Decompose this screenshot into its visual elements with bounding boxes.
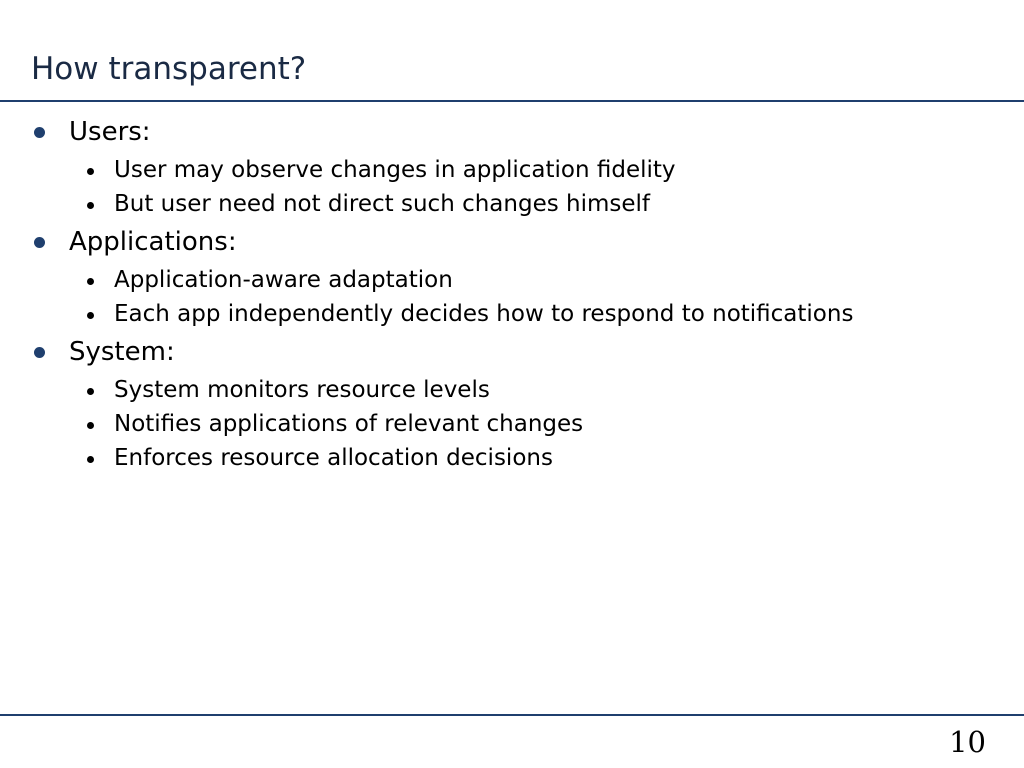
- sub-bullet: [0, 409, 1024, 439]
- sub-bullet-dot-icon: [87, 312, 94, 319]
- sub-bullet: [0, 189, 1024, 219]
- sub-bullet-list: [0, 375, 1024, 473]
- slide-title: How transparent?: [31, 51, 307, 87]
- sub-bullet-dot-icon: [87, 278, 94, 285]
- sub-bullet: [0, 299, 1024, 329]
- sub-bullet-text: Notifies applications of relevant changes: [114, 411, 584, 437]
- sub-bullet-dot-icon: [87, 202, 94, 209]
- bullet-dot-icon: [34, 347, 45, 358]
- sub-bullet-text: Each app independently decides how to respond to notifications: [114, 301, 854, 327]
- sub-bullet-dot-icon: [87, 422, 94, 429]
- bullet-heading: Applications:: [69, 227, 237, 257]
- sub-bullet-text: System monitors resource levels: [114, 377, 490, 403]
- bullet-heading: System:: [69, 337, 175, 367]
- sub-bullet-text: Enforces resource allocation decisions: [114, 445, 553, 471]
- title-divider: [0, 100, 1024, 102]
- sub-bullet-list: [0, 265, 1024, 329]
- sub-bullet-dot-icon: [87, 388, 94, 395]
- sub-bullet-dot-icon: [87, 456, 94, 463]
- sub-bullet-text: But user need not direct such changes himself: [114, 191, 651, 217]
- bullet-dot-icon: [34, 237, 45, 248]
- bullet-system: [0, 333, 1024, 371]
- sub-bullet: [0, 155, 1024, 185]
- sub-bullet-text: Application-aware adaptation: [114, 267, 453, 293]
- bullet-dot-icon: [34, 127, 45, 138]
- sub-bullet: [0, 443, 1024, 473]
- bullet-heading: Users:: [69, 117, 151, 147]
- sub-bullet-text: User may observe changes in application fidelity: [114, 157, 676, 183]
- footer-divider: [0, 714, 1024, 716]
- sub-bullet-dot-icon: [87, 168, 94, 175]
- bullet-applications: [0, 223, 1024, 261]
- sub-bullet: [0, 265, 1024, 295]
- bullet-users: [0, 113, 1024, 151]
- page-number: 10: [949, 725, 986, 759]
- sub-bullet: [0, 375, 1024, 405]
- sub-bullet-list: [0, 155, 1024, 219]
- bullet-list: [0, 113, 1024, 477]
